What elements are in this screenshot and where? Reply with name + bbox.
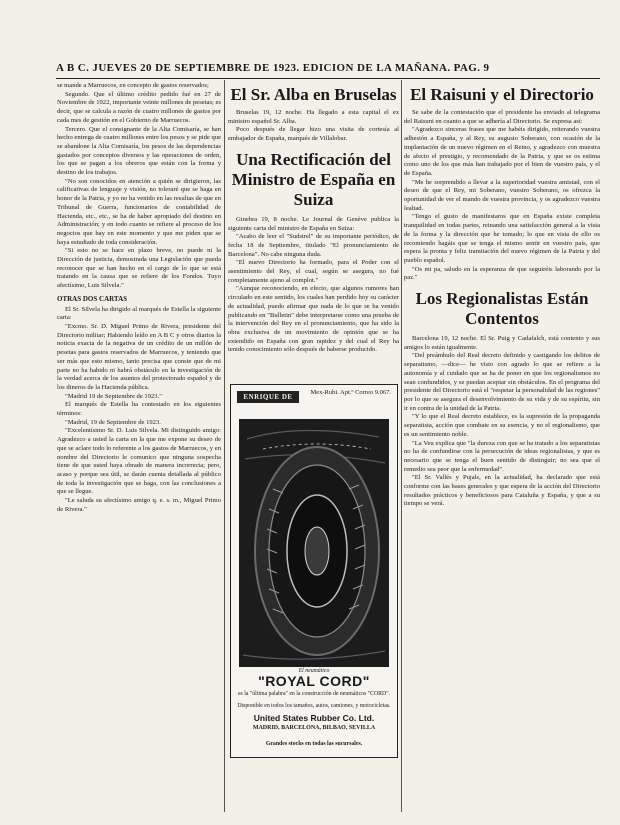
paragraph: "Madrid 19 de Septiembre de 1923." [65,392,162,400]
paragraph: Tercero. Que el consignante de la Alta Comisaría, se han hecho entrega de cuatro millones entre los pesos y se pide que se abandone la Alta Comisaría, los pesos de las dependencias gastados por conceptos diversos y las operaciones de orden, los que se pagan a los obreros que están con la forma y destino de los trabajos. [57,125,221,177]
paragraph: "Me he sorprendido a llevar a la superioridad vuestra amistad, con el deseo de que el Rey, mi Soberano, vuestro Soberano, os ofrezca la oportunidad de ver el mando de vuestra provincia, y os agradezco vuestra lealtad. [404,178,600,212]
paragraph: Poco después de llegar hizo una visita de cortesía al embajador de España, marqués de Villalobar. [228,126,399,143]
paragraph: Bruselas 19, 12 noche. Ha llegado a esta capital el ex ministro español Sr. Alba. [228,109,399,125]
paragraph: Barcelona 19, 12 noche. El Sr. Puig y Cadafalch, está contento y sus amigos lo están igualmente. [404,335,600,351]
ad-stock-note: Disponible en todos los tamaños, autos, camiones, y motocicletas. [237,703,391,709]
tire-illustration [239,419,389,667]
headline-raisuni: El Raisuni y el Directorio [410,85,594,104]
header-rule [56,78,600,79]
column-middle [228,82,399,382]
tire-advertisement [230,384,398,758]
ad-company-name: United States Rubber Co. Ltd. [253,713,375,723]
headline-rectificacion: Una Rectificación del Ministro de España en Suiza [231,149,396,209]
ad-footer: Grandes stocks en todas las sucursales. [265,741,363,747]
paragraph: "Excmo. Sr. D. Miguel Primo de Rivera, presidente del Directorio militar; Habiendo leído en A B C y otros diarios la noticia exacta de la negativa de un crédito de un millón de pesetas para gastos reservados de Marruecos, y teniendo que ser más que esto mismo, tanto precisa que conste que de mi parte no ha habido ni habrá obstáculo en la investigación de la verdad acerca de los asuntos del protectorado español y de los dineros de la Hacienda pública. [57,322,221,391]
ad-address: Mex-Rubi. Apt.º Correo 9.067. [310,389,391,396]
ad-cities: MADRID, BARCELONA, BILBAO, SEVILLA [252,725,376,731]
paragraph: "Del preámbulo del Real decreto definido y castigando los delitos de separatismo, —dice— he visto con agrado lo que se refiere a la autonomía y al cuidado que se ha de poner en que los regionalismos no sean confundidos, y se puedan aceptar sin obstáculos. En el programa del presidente del Directorio está el "respetar la personalidad de las regiones" por lo que se asegura el desenvolvimiento de su vida y de su espíritu, sin ir en contra de la unidad de la Patria. [404,352,600,412]
paragraph: "Madrid, 19 de Septiembre de 1923. [65,418,161,426]
paragraph: "Aunque reconociendo, en efecto, que algunos rumores han circulado en este sentido, los cuales han perdido hoy su carácter de actualidad, puedo afirmar que nada de lo que se ha venido publicando en "Bulletin" debe interpretarse como una prueba de la intervención del Rey en el pronunciamiento, que ha sido la obra exclusiva de un movimiento de opinión que se ha extendido en España con gran rapidez y del cual el Rey ha tenido conocimiento sólo después de haberse producido. [228,285,399,354]
paragraph: "Excelentísimo Sr. D. Luis Silvela. Mi distinguido amigo: Agradezco a usted la carta en la que me expone su deseo de que se aclare todo lo referente a los gastos de Marruecos, y en nombre del Directorio le comunico que ninguna sospecha tiene de que usted haya obrado de manera incorrecta; pero, acaso y porque sea útil, se darán cuenta detallada al público de toda la investigación que se haga, con las conclusiones a que se llegue. [57,427,221,496]
paragraph: "Si esto no se hace en plazo breve, no puede ni la Dirección de justicia, demostrada una Legislación que pueda reconocer que se han hecho en el cargo de lo que se está tratando en la causa que se refiere de los Fondos. Tuyo afectísimo, Luis Silvela." [57,247,221,290]
paragraph: El marqués de Estella ha contestado en los siguientes términos: [57,401,221,418]
column-rule-2 [401,80,402,812]
ad-brand-name: "ROYAL CORD" [258,673,370,689]
headline-alba: El Sr. Alba en Bruselas [230,85,397,104]
paragraph: "Os mi pa, saludo en la esperanza de que seguiréis laborando por la paz." [404,265,600,282]
column-right [404,82,600,810]
paragraph: "Y lo que el Real decreto establece, es la supresión de la propaganda separatista, acción que combate en su esencia, y no el regionalismo, que es un sentimiento noble. [404,413,600,438]
paragraph: "El nuevo Directorio ha formado, para el Poder con el asentimiento del Rey, el cual, según se asegura, no fué completamente ajeno al complot." [228,259,399,284]
paragraph: Segundo. Que el último crédito pedido fué en 27 de Noviembre de 1922, importante veinte millones de pesetas; es decir, que se calcula a razón de cuatro millones de gastos por cada mes de gestión en el Gobierno de Marruecos. [57,90,221,124]
ad-tagline: El neumático [298,668,330,674]
paragraph: Ginebra 19, 8 noche. Le Journal de Genève publica la siguiente carta del ministro de España en Suiza: [228,215,399,232]
paragraph: El Sr. Silvela ha dirigido al marqués de Estella la siguiente carta: [57,305,221,322]
paragraph: se mande a Marruecos, en concepto de gastos reservados; [57,82,209,89]
paragraph: "Le saluda su afectísimo amigo q. e. s. m., Miguel Primo de Rivera." [57,497,221,513]
page-header: A B C. JUEVES 20 DE SEPTIEMBRE DE 1923. EDICION DE LA MAÑANA. PAG. 9 [56,62,490,74]
column-rule-1 [224,80,225,812]
paragraph: "No son conocidos en atención a quién se dirigieron, las calificativas de lenguaje y visión, no toleraré que se haga en honor de la Patria, y yo no ha venido en las resultas de que en Tribunal de Guerra, funcionarios de contabilidad de Hacienda, etc., etc., se ha de haber apropiado del destino en Administración; y en todo cuanto se refiere al proceso de los negocios que hay en este momento y que me piden que se haya estudiado de toda consideración. [57,177,221,246]
headline-regionalistas: Los Regionalistas Están Contentos [415,289,589,329]
paragraph: "El Sr. Vallés y Pujals, en la actualidad, ha declarado que está conforme con las bases generales y que espera de la acción del Directorio resultados prácticos y beneficiosos para Cataluña y España, y que a su tiempo se verá. [404,474,600,508]
subheading: OTRAS DOS CARTAS [57,294,128,303]
ad-header [237,389,391,415]
paragraph: "Agradezco sinceras frases que me habéis dirigido, reiterando vuestra adhesión a España, y al Rey, su augusto Soberano, con ocasión de la implantación de un nuevo régimen en el Reino, y agradezco con muestra de afecto el prestigio, y recomendado de la Patria, y que se os estima como uno de los que más han trabajado por el bien de vuestro país, y el de España. [404,126,600,177]
paragraph: "Tengo el gusto de manifestaros que en España existe completa tranquilidad en todas partes, reinando una satisfacción general a la vista de la forma y la dirección que he tomado; lo que en vista de ello os recomiendo hagáis que se tenga el mismo sentir en vuestro país, que espera la pronta y feliz tramitación del nuevo régimen de la Patria y del pueblo español. [404,213,600,264]
ad-slogan: es la "última palabra" en la construcción de neumáticos "CORD". [237,691,391,697]
column-left [57,82,221,810]
ad-advertiser-logo: ENRIQUE DE LEON [237,391,299,403]
paragraph: Se sabe de la contestación que el presidente ha enviado al telegrama del Raisuni en cuanto a que se adhería al Directorio. Se expresa así: [404,109,600,125]
paragraph: "Acabo de leer el "Sudstrel" de su importante periódico, de fecha 18 de Septiembre, titulado "El pronunciamiento de Barcelona". No cabe ninguna duda. [228,233,399,258]
paragraph: "La Veu explica que "la dureza con que se ha tratado a los separatistas no ha de confundirse con la persecución de ideas regionalistas, y que es necesario que se tenga el buen sentido de distinguir; no sea que el remedio sea peor que la enfermedad". [404,439,600,473]
